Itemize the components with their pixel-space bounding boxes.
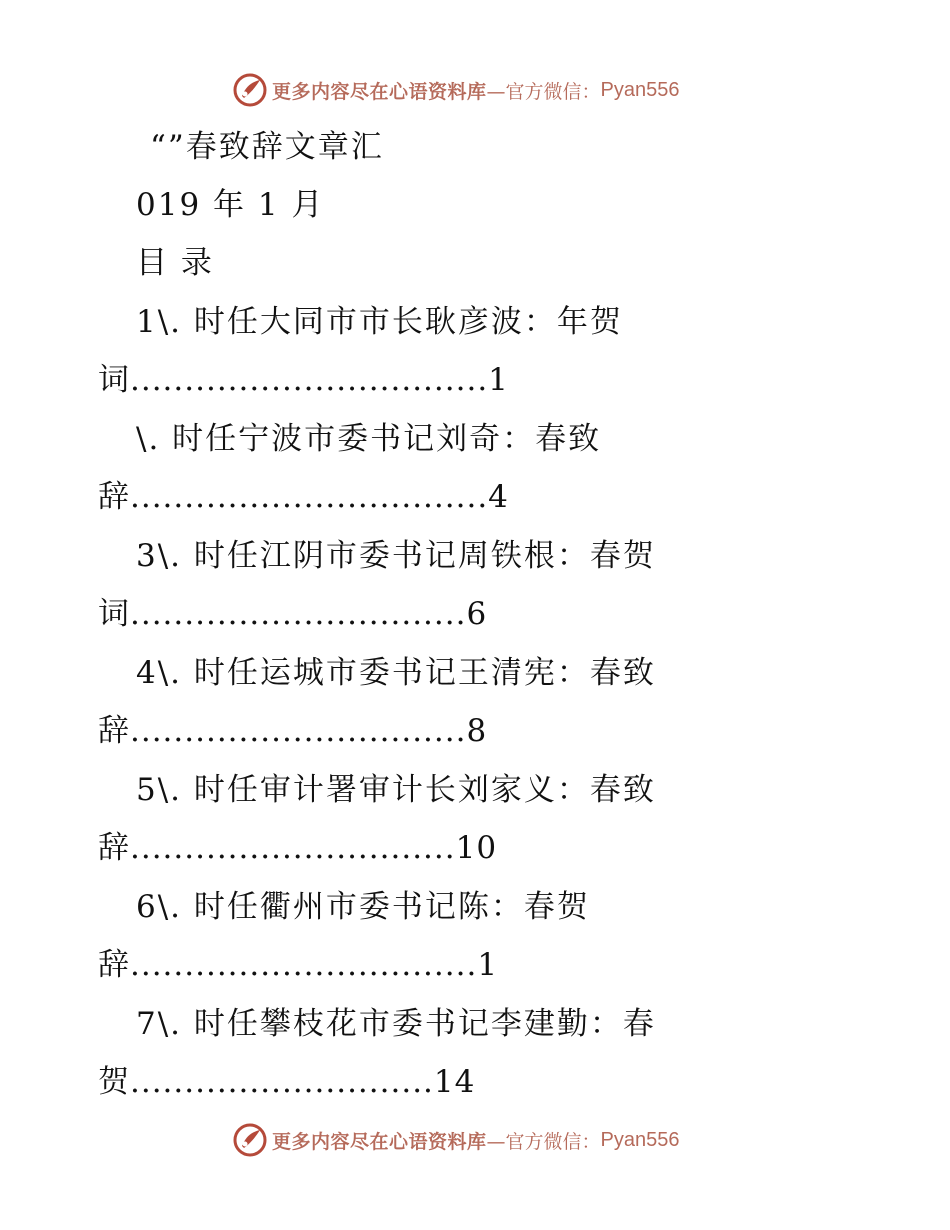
- pen-logo-icon: [232, 72, 268, 108]
- toc-entry-title[interactable]: 3\. 时任江阴市委书记周铁根：春贺: [136, 538, 656, 574]
- toc-entry-leader[interactable]: 词...............................6: [98, 596, 488, 632]
- document-date: 019 年 1 月: [136, 187, 325, 223]
- toc-entry-leader[interactable]: 辞................................1: [98, 947, 499, 983]
- toc-entry-title[interactable]: 4\. 时任运城市委书记王清宪：春致: [136, 655, 656, 691]
- toc-entry-title[interactable]: 5\. 时任审计署审计长刘家义：春致: [136, 772, 656, 808]
- watermark-handle: Pyan556: [600, 1128, 680, 1151]
- pen-logo-icon: [232, 1122, 268, 1158]
- toc-entry-leader[interactable]: 辞..............................10: [98, 830, 498, 866]
- toc-entry-leader[interactable]: 贺............................14: [98, 1064, 476, 1100]
- toc-entry-title[interactable]: 7\. 时任攀枝花市委书记李建勤：春: [136, 1006, 656, 1042]
- watermark-main-text: 更多内容尽在心语资料库: [272, 1130, 487, 1153]
- toc-entry-leader[interactable]: 词.................................1: [98, 362, 509, 398]
- header-watermark: [232, 70, 680, 110]
- footer-watermark: [232, 1120, 680, 1160]
- toc-entry-title[interactable]: 1\. 时任大同市市长耿彦波：年贺: [136, 304, 623, 340]
- toc-entry-leader[interactable]: 辞...............................8: [98, 713, 488, 749]
- watermark-handle: Pyan556: [600, 78, 680, 101]
- toc-entry-leader[interactable]: 辞.................................4: [98, 479, 509, 515]
- watermark-side-text: —官方微信：: [486, 1130, 601, 1153]
- toc-heading: 目 录: [136, 245, 214, 281]
- toc-entry-title[interactable]: \. 时任宁波市委书记刘奇：春致: [136, 421, 602, 457]
- toc-entry-title[interactable]: 6\. 时任衢州市委书记陈：春贺: [136, 889, 590, 925]
- watermark-main-text: 更多内容尽在心语资料库: [272, 80, 487, 103]
- watermark-side-text: —官方微信：: [486, 80, 601, 103]
- document-title: “”春致辞文章汇: [150, 129, 384, 165]
